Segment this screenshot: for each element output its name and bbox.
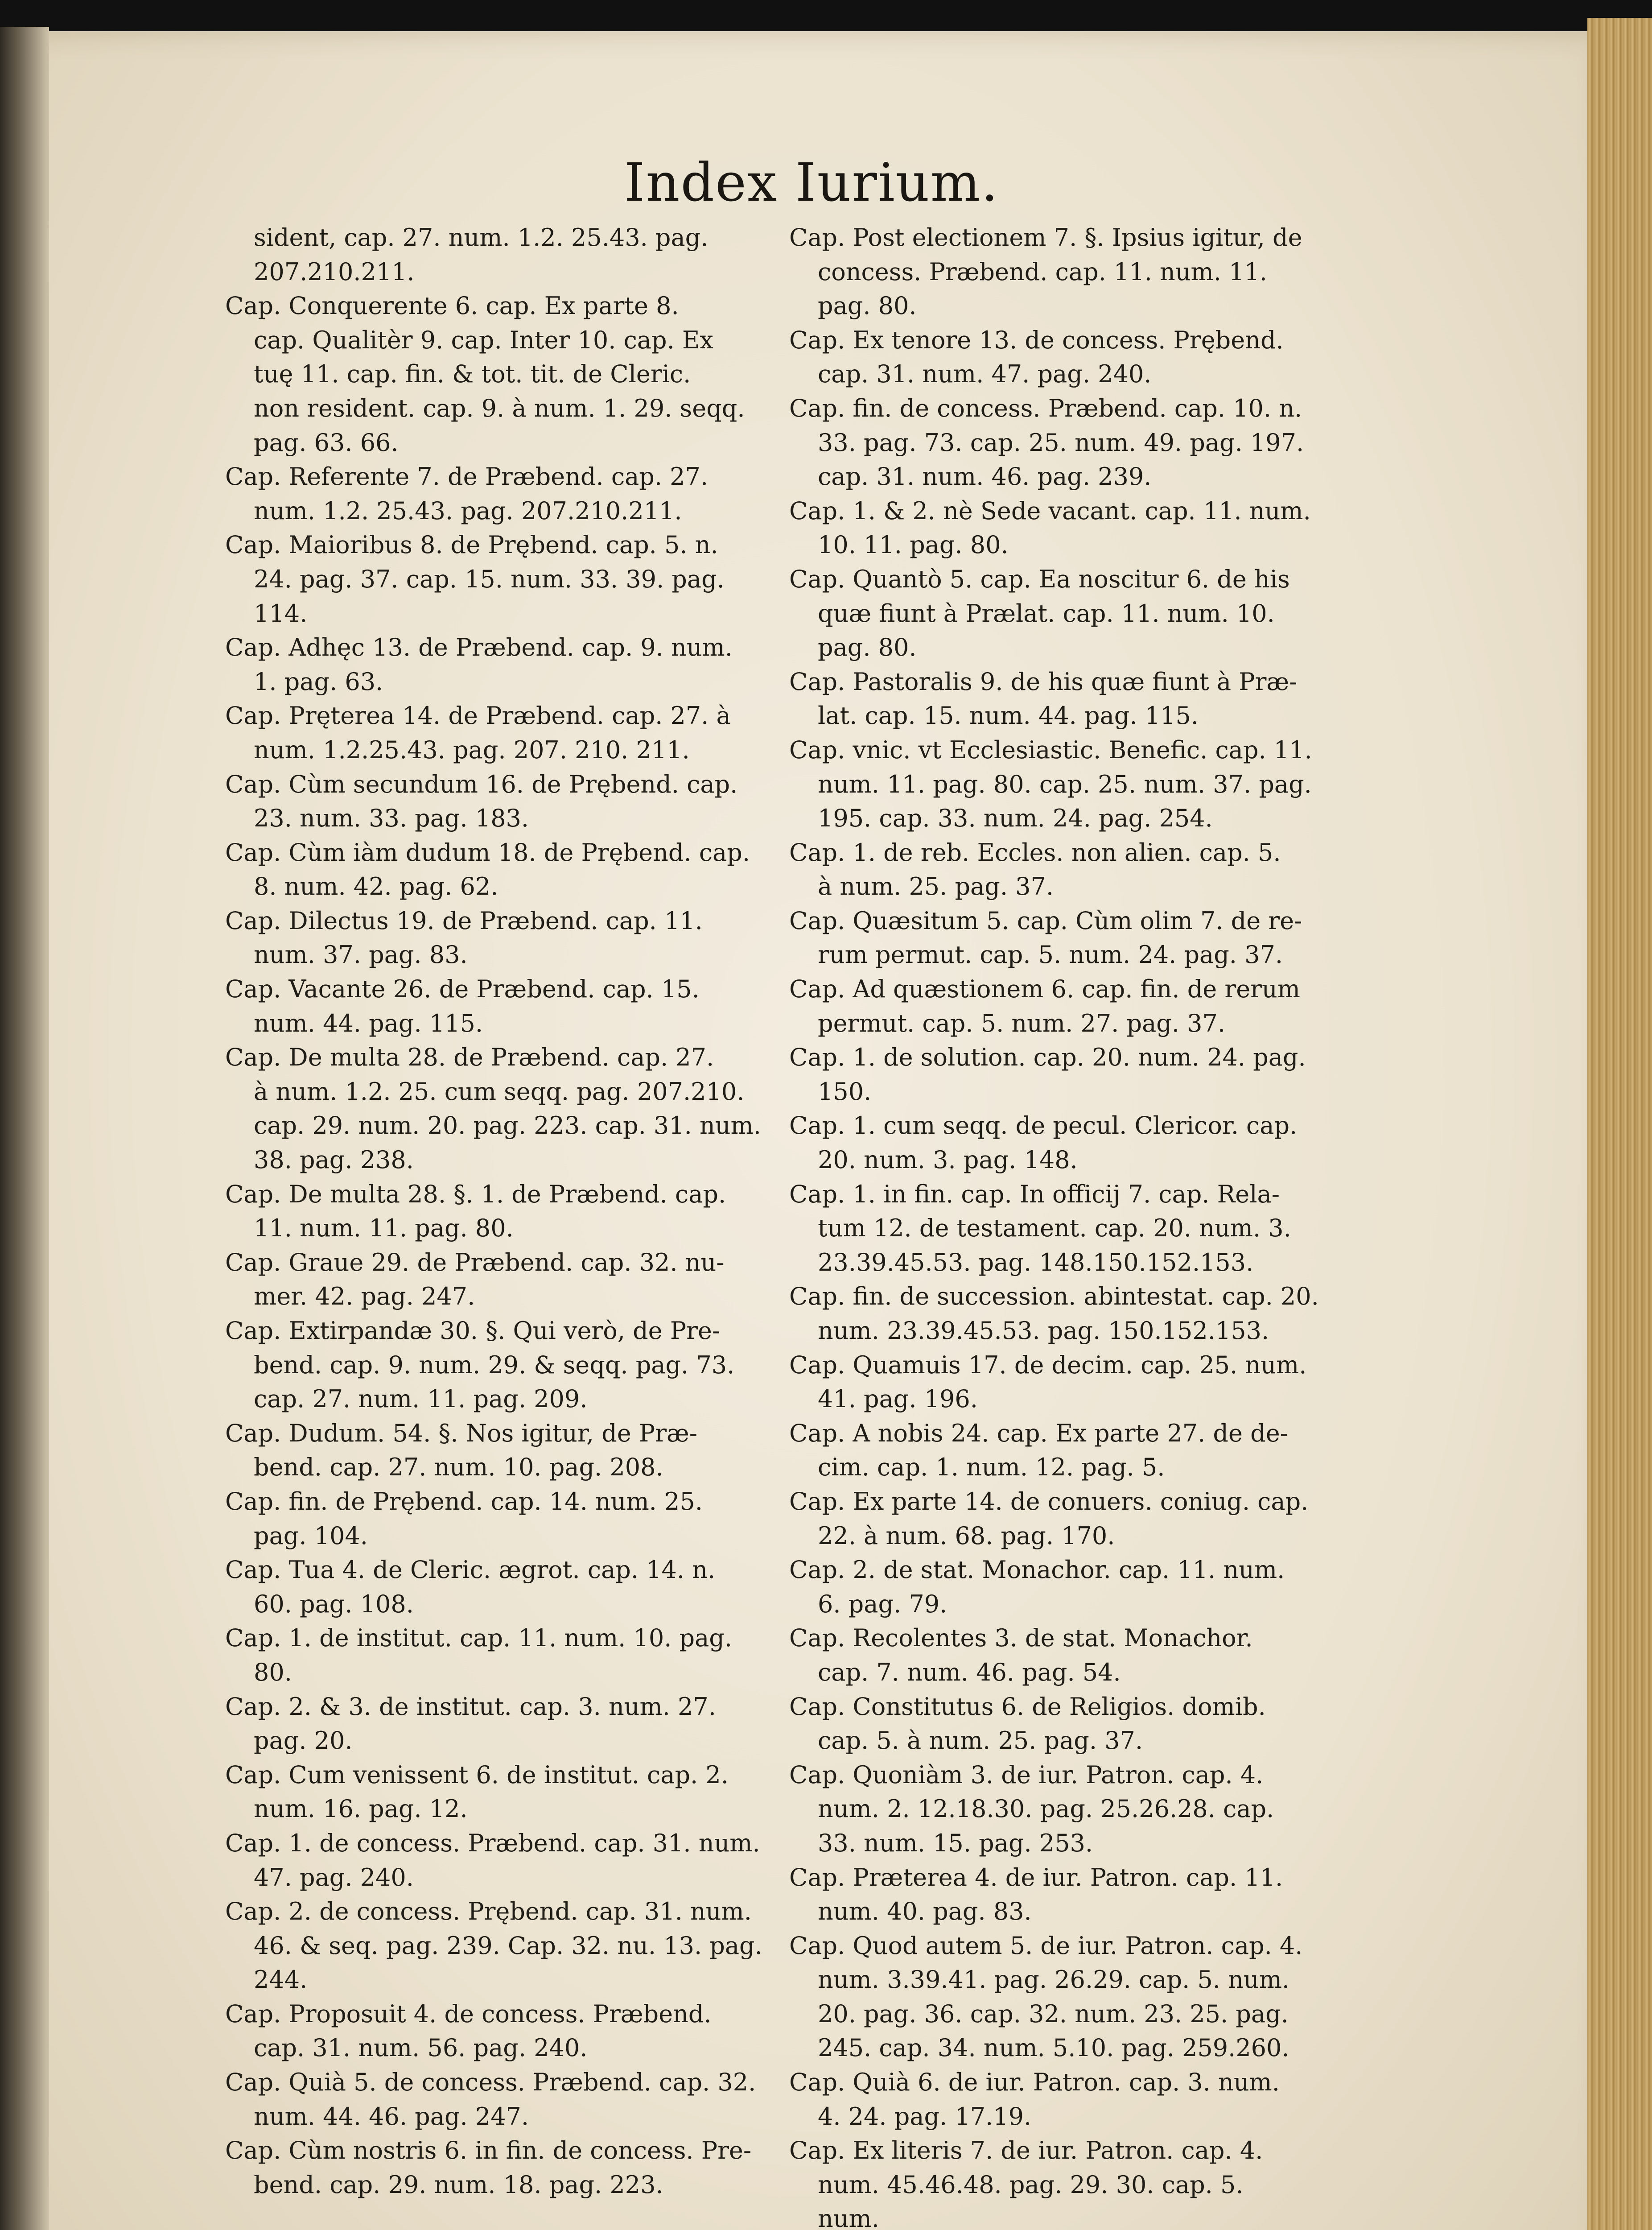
index-entry [789,665,1351,733]
index-entry [225,1997,783,2065]
index-entry-line: sident, cap. 27. num. 1.2. 25.43. pag. [254,223,709,252]
index-entry-line: Cap. Graue 29. de Præbend. cap. 32. nu- [225,1248,725,1276]
index-entry [225,1553,783,1621]
index-entry-line: cap. 5. à num. 25. pag. 37. [818,1726,1143,1755]
index-entry [225,221,783,289]
index-entry-line: num. 1.2. 25.43. pag. 207.210.211. [254,496,682,525]
index-entry [789,972,1351,1041]
index-entry [789,2065,1351,2134]
index-entry-line: Cap. vnic. vt Ecclesiastic. Benefic. cap. 11. [789,735,1312,764]
index-entry-line: 8. num. 42. pag. 62. [254,872,498,901]
index-entry-line: num. 16. pag. 12. [254,1795,468,1823]
index-entry-line: pag. 80. [818,633,917,662]
index-entry-line: Cap. 2. & 3. de institut. cap. 3. num. 27. [225,1692,716,1721]
index-entry [225,460,783,528]
index-entry [225,1826,783,1895]
index-entry-line: cap. 27. num. 11. pag. 209. [254,1385,588,1413]
index-entry-line: Cap. Quià 6. de iur. Patron. cap. 3. num. [789,2068,1280,2097]
index-entry-line: 24. pag. 37. cap. 15. num. 33. 39. pag. [254,565,725,593]
index-entry [789,1348,1351,1416]
index-entry [789,1416,1351,1485]
index-entry [789,904,1351,972]
index-entry-line: 4. 24. pag. 17.19. [818,2102,1032,2131]
index-entry [789,221,1351,323]
index-entry-line: Cap. Referente 7. de Præbend. cap. 27. [225,463,709,491]
index-entry-line: Cap. 1. & 2. nè Sede vacant. cap. 11. num. [789,496,1311,525]
index-column-right [789,221,1351,2230]
index-entry [789,1861,1351,1929]
index-entry-line: Cap. 1. cum seqq. de pecul. Clericor. cap. [789,1111,1298,1140]
index-entry-line: 10. 11. pag. 80. [818,531,1009,559]
index-entry-line: num. 44. pag. 115. [254,1009,483,1037]
index-entry [789,1280,1351,1348]
index-entry-line: num. 11. pag. 80. cap. 25. num. 37. pag. [818,770,1312,798]
index-entry-line: Cap. Ex tenore 13. de concess. Prębend. [789,326,1284,354]
index-entry-line: 6. pag. 79. [818,1590,948,1618]
index-entry-line: 20. num. 3. pag. 148. [818,1146,1078,1174]
index-entry-line: Cap. Recolentes 3. de stat. Monachor. [789,1624,1253,1652]
index-entry-line: tuę 11. cap. fin. & tot. tit. de Cleric. [254,360,691,388]
index-entry [789,1690,1351,1758]
index-entry-line: cap. 29. num. 20. pag. 223. cap. 31. num. [254,1111,761,1140]
index-entry-line: num. 1.2.25.43. pag. 207. 210. 211. [254,735,690,764]
index-entry [225,1314,783,1416]
index-entry-line: Cap. 2. de stat. Monachor. cap. 11. num. [789,1556,1285,1584]
index-entry-line: num. 40. pag. 83. [818,1897,1032,1926]
index-entry-line: 23. num. 33. pag. 183. [254,804,529,833]
index-entry-line: Cap. Cùm iàm dudum 18. de Prębend. cap. [225,838,750,867]
index-entry [789,1929,1351,2065]
index-entry-line: bend. cap. 29. num. 18. pag. 223. [254,2170,663,2199]
index-entry-line: 244. [254,1966,308,1994]
index-entry-line: Cap. Quod autem 5. de iur. Patron. cap. 4. [789,1931,1303,1960]
index-entry [225,2134,783,2202]
index-entry-line: Cap. Maioribus 8. de Prębend. cap. 5. n. [225,531,718,559]
index-entry-line: bend. cap. 27. num. 10. pag. 208. [254,1453,663,1482]
index-entry-line: mer. 42. pag. 247. [254,1282,475,1311]
page-fore-edge [1587,18,1652,2230]
index-entry-line: num. 44. 46. pag. 247. [254,2102,529,2131]
index-entry-line: Cap. fin. de succession. abintestat. cap. 20. [789,1282,1319,1311]
index-entry-line: Cap. Præterea 4. de iur. Patron. cap. 11. [789,1863,1283,1891]
index-entry-line: Cap. Conquerente 6. cap. Ex parte 8. [225,292,679,320]
index-entry-line: 11. num. 11. pag. 80. [254,1214,514,1243]
index-entry-line: Cap. Extirpandæ 30. §. Qui verò, de Pre- [225,1317,721,1345]
index-entry [789,1041,1351,1109]
index-entry-line: 150. [818,1077,872,1106]
index-entry-line: Cap. Adhęc 13. de Præbend. cap. 9. num. [225,633,733,662]
index-entry-line: pag. 80. [818,292,917,320]
index-entry-line: num. 23.39.45.53. pag. 150.152.153. [818,1317,1269,1345]
index-entry-line: 1. pag. 63. [254,667,383,696]
index-entry [789,1553,1351,1621]
index-entry-line: Cap. Constitutus 6. de Religios. domib. [789,1692,1266,1721]
index-entry [789,562,1351,665]
index-entry-line: cim. cap. 1. num. 12. pag. 5. [818,1453,1165,1482]
index-entry-line: pag. 104. [254,1521,368,1550]
index-entry-line: Cap. Pręterea 14. de Præbend. cap. 27. à [225,702,731,730]
book-page [18,31,1605,2230]
index-entry [225,836,783,904]
index-entry-line: 23.39.45.53. pag. 148.150.152.153. [818,1248,1254,1276]
index-entry-line: Cap. Ex parte 14. de conuers. coniug. cap. [789,1487,1309,1516]
index-entry [225,1041,783,1177]
index-entry-line: Cap. Quamuis 17. de decim. cap. 25. num. [789,1350,1307,1379]
index-entry-line: Cap. Ex literis 7. de iur. Patron. cap. 4. [789,2136,1263,2165]
index-entry-line: rum permut. cap. 5. num. 24. pag. 37. [818,941,1283,969]
index-entry [789,494,1351,562]
index-entry-line: 33. pag. 73. cap. 25. num. 49. pag. 197. [818,428,1304,457]
index-entry [225,528,783,631]
index-entry [225,699,783,767]
index-entry-line: concess. Præbend. cap. 11. num. 11. [818,257,1267,286]
index-entry-line: Cap. Pastoralis 9. de his quæ fiunt à Præ- [789,667,1298,696]
index-entry [225,1690,783,1758]
index-entry [789,2134,1351,2230]
index-entry-line: 80. [254,1658,292,1686]
index-entry-line: num. 3.39.41. pag. 26.29. cap. 5. num. [818,1966,1290,1994]
index-entry-line: Cap. A nobis 24. cap. Ex parte 27. de de- [789,1419,1288,1447]
index-entry-line: bend. cap. 9. num. 29. & seqq. pag. 73. [254,1350,735,1379]
index-entry-line: Cap. 1. de concess. Præbend. cap. 31. num. [225,1829,760,1857]
index-entry-line: Cap. Tua 4. de Cleric. ægrot. cap. 14. n. [225,1556,716,1584]
index-entry-line: tum 12. de testament. cap. 20. num. 3. [818,1214,1291,1243]
index-entry-line: Cap. Cum venissent 6. de institut. cap. 2. [225,1760,729,1789]
index-entry-line: non resident. cap. 9. à num. 1. 29. seqq. [254,394,745,422]
index-entry-line: 22. à num. 68. pag. 170. [818,1521,1115,1550]
index-entry [789,323,1351,392]
index-entry [225,768,783,836]
index-entry-line: num. 45.46.48. pag. 29. 30. cap. 5. [818,2170,1244,2199]
index-entry-line: Cap. Post electionem 7. §. Ipsius igitur, de [789,223,1302,252]
index-entry-line: 41. pag. 196. [818,1385,978,1413]
index-entry-line: Cap. Vacante 26. de Præbend. cap. 15. [225,975,700,1004]
index-entry-line: Cap. fin. de Prębend. cap. 14. num. 25. [225,1487,703,1516]
index-entry-line: quæ fiunt à Prælat. cap. 11. num. 10. [818,599,1275,628]
index-entry [225,1416,783,1485]
book-spine-shadow [0,27,49,2230]
index-entry-line: à num. 25. pag. 37. [818,872,1054,901]
index-entry-line: lat. cap. 15. num. 44. pag. 115. [818,702,1199,730]
index-entry [789,733,1351,836]
index-entry-line: num. [818,2205,879,2230]
index-entry [789,1621,1351,1689]
index-entry-line: 33. num. 15. pag. 253. [818,1829,1093,1857]
index-entry-line: Cap. Cùm nostris 6. in fin. de concess. Pre- [225,2136,752,2165]
index-entry [789,1485,1351,1553]
index-entry-line: 20. pag. 36. cap. 32. num. 23. 25. pag. [818,1999,1289,2028]
index-entry [789,1109,1351,1177]
index-entry-line: num. 2. 12.18.30. pag. 25.26.28. cap. [818,1795,1274,1823]
index-entry-line: Cap. 1. in fin. cap. In officij 7. cap. Rela- [789,1180,1280,1208]
index-entry [225,1758,783,1826]
index-entry-line: Cap. Dudum. 54. §. Nos igitur, de Præ- [225,1419,698,1447]
index-entry [225,904,783,972]
index-entry-line: Cap. De multa 28. §. 1. de Præbend. cap. [225,1180,726,1208]
index-entry-line: Cap. Quæsitum 5. cap. Cùm olim 7. de re- [789,906,1302,935]
index-entry-line: permut. cap. 5. num. 27. pag. 37. [818,1009,1226,1037]
index-entry-line: 46. & seq. pag. 239. Cap. 32. nu. 13. pag. [254,1931,762,1960]
index-entry [789,392,1351,494]
index-entry-line: Cap. Quià 5. de concess. Præbend. cap. 32. [225,2068,756,2097]
page-header: Index Iurium. [624,152,999,213]
index-entry-line: cap. 31. num. 46. pag. 239. [818,463,1152,491]
index-entry [225,1246,783,1314]
index-entry [225,972,783,1041]
index-entry-line: Cap. De multa 28. de Præbend. cap. 27. [225,1043,714,1072]
index-entry-line: 207.210.211. [254,257,415,286]
index-entry-line: Cap. 2. de concess. Prębend. cap. 31. num. [225,1897,752,1926]
index-entry-line: num. 37. pag. 83. [254,941,468,969]
index-entry [225,1177,783,1246]
index-entry-line: 114. [254,599,308,628]
index-entry-line: Cap. Dilectus 19. de Præbend. cap. 11. [225,906,703,935]
index-entry [225,1895,783,1997]
index-entry [789,1758,1351,1861]
index-entry-line: Cap. Cùm secundum 16. de Prębend. cap. [225,770,738,798]
index-entry-line: Cap. 1. de reb. Eccles. non alien. cap. 5. [789,838,1281,867]
index-entry-line: Cap. Quantò 5. cap. Ea noscitur 6. de his [789,565,1290,593]
index-entry-line: 47. pag. 240. [254,1863,414,1891]
index-entry [225,631,783,699]
index-entry-line: 60. pag. 108. [254,1590,414,1618]
index-entry-line: cap. 31. num. 56. pag. 240. [254,2034,588,2062]
index-entry-line: pag. 63. 66. [254,428,399,457]
index-entry-line: 245. cap. 34. num. 5.10. pag. 259.260. [818,2034,1289,2062]
index-entry-line: Cap. Proposuit 4. de concess. Præbend. [225,1999,712,2028]
index-entry [789,1177,1351,1280]
index-entry-line: pag. 20. [254,1726,353,1755]
index-entry-line: cap. 31. num. 47. pag. 240. [818,360,1152,388]
index-entry [225,1485,783,1553]
index-entry-line: cap. Qualitèr 9. cap. Inter 10. cap. Ex [254,326,713,354]
index-column-left [225,221,783,2202]
index-entry-line: Cap. fin. de concess. Præbend. cap. 10. n. [789,394,1302,422]
index-entry-line: Cap. Ad quæstionem 6. cap. fin. de rerum [789,975,1300,1004]
index-entry [789,836,1351,904]
index-entry-line: Cap. Quoniàm 3. de iur. Patron. cap. 4. [789,1760,1264,1789]
index-entry-line: à num. 1.2. 25. cum seqq. pag. 207.210. [254,1077,745,1106]
index-entry-line: cap. 7. num. 46. pag. 54. [818,1658,1121,1686]
index-entry-line: Cap. 1. de solution. cap. 20. num. 24. pag. [789,1043,1306,1072]
index-entry [225,2065,783,2134]
index-entry [225,289,783,460]
index-entry-line: 195. cap. 33. num. 24. pag. 254. [818,804,1213,833]
index-entry-line: Cap. 1. de institut. cap. 11. num. 10. pag. [225,1624,733,1652]
index-entry-line: 38. pag. 238. [254,1146,414,1174]
index-entry [225,1621,783,1689]
